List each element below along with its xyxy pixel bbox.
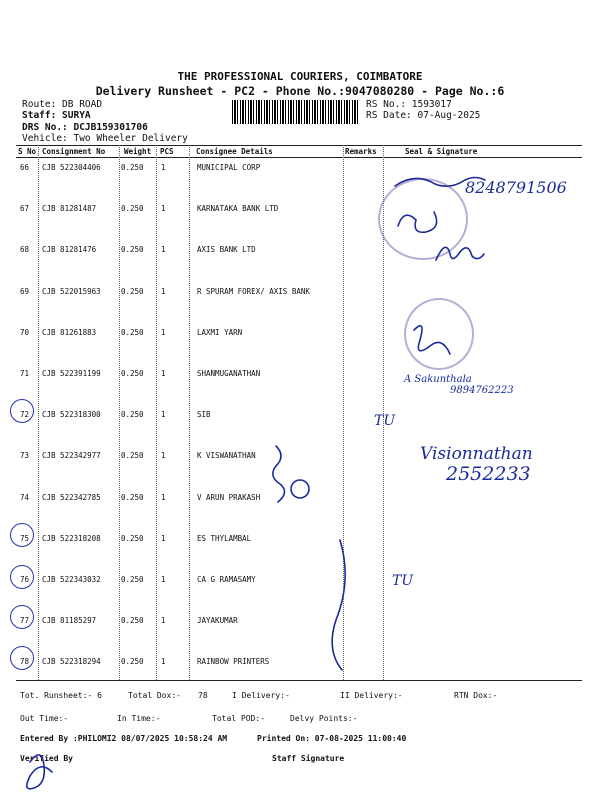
cell-pcs: 1 [161,492,166,502]
company-title: THE PROFESSIONAL COURIERS, COIMBATORE [177,70,423,83]
signature-stroke [273,446,285,502]
cell-weight: 0.250 [121,163,144,172]
signature-stroke [291,480,309,498]
cell-pcs: 1 [161,533,166,543]
cell-pcs: 1 [161,245,166,255]
cell-pcs: 1 [161,410,166,420]
cell-weight: 0.250 [121,286,144,296]
cell-sno: 77 [20,616,30,626]
cell-consignee: JAYAKUMAR [197,616,238,626]
cell-weight: 0.250 [121,369,144,378]
cell-consignee: RAINBOW PRINTERS [197,657,270,667]
vehicle-label: Vehicle: Two Wheeler Delivery [22,133,188,144]
route-label: Route: DB ROAD [22,99,103,110]
col-header-seal: Seal & Signature [405,147,478,156]
cell-weight: 0.250 [121,616,144,626]
col-header-pcs: PCS [160,147,174,156]
cell-consignment: CJB 81281476 [42,245,97,255]
cell-consignment: CJB 522342977 [42,451,101,461]
cell-consignee: SHANMUGANATHAN [197,369,261,378]
verified-by: Verified By [20,754,73,763]
col-header-consignment: Consignment No [42,147,106,156]
printed-on: Printed On: 07-08-2025 11:00:40 [257,734,407,743]
cell-pcs: 1 [161,163,166,172]
i-delivery: I Delivery:- [232,691,290,700]
cell-consignment: CJB 81281487 [42,204,97,214]
delvy-points: Delvy Points:- [290,714,358,723]
rs-date: RS Date: 07-Aug-2025 [366,110,481,121]
cell-consignee: LAXMI YARN [197,327,243,337]
col-header-remarks: Remarks [345,147,377,156]
rs-number: RS No.: 1593017 [366,99,452,110]
cell-weight: 0.250 [121,327,144,337]
total-dox-label: Total Dox:- [128,691,181,700]
cell-consignment: CJB 81261883 [42,327,97,337]
out-time: Out Time:- [20,714,69,723]
in-time: In Time:- [117,714,161,723]
cell-weight: 0.250 [121,657,144,667]
signature-stroke [436,247,484,260]
cell-pcs: 1 [161,451,166,461]
cell-pcs: 1 [161,575,166,584]
drs-number: DRS No.: DCJB159301706 [22,122,148,133]
handwritten-phone: 9894762223 [450,385,514,396]
cell-sno: 73 [20,451,30,461]
cell-sno: 68 [20,245,30,255]
cell-consignee: MUNICIPAL CORP [197,163,261,172]
cell-consignee: KARNATAKA BANK LTD [197,204,279,214]
cell-pcs: 1 [161,204,166,214]
entered-by: Entered By :PHILOMI2 08/07/2025 10:58:24 AM [20,734,228,743]
handwritten-mark: TU [392,573,414,589]
handwritten-mark: TU [374,413,396,429]
cell-weight: 0.250 [121,575,144,584]
col-header-consignee: Consignee Details [196,147,273,156]
cell-consignment: CJB 522343032 [42,575,101,584]
cell-sno: 74 [20,492,30,502]
cell-sno: 76 [20,575,30,584]
cell-consignee: ES THYLAMBAL [197,533,252,543]
handwritten-name: A Sakunthala [404,374,472,385]
cell-consignee: K VISWANATHAN [197,451,256,461]
total-pod: Total POD:- [212,714,265,723]
cell-pcs: 1 [161,369,166,378]
cell-consignment: CJB 522318294 [42,657,101,667]
signature-stroke [398,212,437,232]
cell-pcs: 1 [161,327,166,337]
cell-weight: 0.250 [121,533,144,543]
runsheet-subtitle: Delivery Runsheet - PC2 - Phone No.:9047080280 - Page No.:6 [95,84,505,98]
cell-consignee: R SPURAM FOREX/ AXIS BANK [197,286,310,296]
cell-consignment: CJB 522342785 [42,492,101,502]
cell-sno: 67 [20,204,30,214]
signature-stroke [395,178,485,187]
cell-pcs: 1 [161,657,166,667]
cell-sno: 66 [20,163,30,172]
cell-sno: 70 [20,327,30,337]
cell-sno: 72 [20,410,30,420]
cell-sno: 75 [20,533,30,543]
handwritten-phone: 8248791506 [465,178,567,197]
cell-consignment: CJB 81185297 [42,616,97,626]
cell-pcs: 1 [161,616,166,626]
cell-consignee: CA G RAMASAMY [197,575,256,584]
tot-runsheet: Tot. Runsheet:- 6 [20,691,102,700]
cell-weight: 0.250 [121,204,144,214]
cell-sno: 71 [20,369,30,378]
cell-weight: 0.250 [121,451,144,461]
col-header-weight: Weight [124,147,152,156]
cell-weight: 0.250 [121,410,144,420]
cell-weight: 0.250 [121,492,144,502]
cell-consignee: AXIS BANK LTD [197,245,256,255]
total-dox-value: 78 [198,691,208,700]
cell-consignment: CJB 522318300 [42,410,101,420]
signature-stroke [414,326,450,354]
signature-stroke [27,755,52,789]
handwritten-number: 2552233 [446,463,531,485]
cell-sno: 69 [20,286,30,296]
staff-label: Staff: SURYA [22,110,91,121]
rtn-dox: RTN Dox:- [454,691,498,700]
cell-pcs: 1 [161,286,166,296]
cell-sno: 78 [20,657,30,667]
cell-consignment: CJB 522318208 [42,533,101,543]
staff-signature-label: Staff Signature [272,754,345,763]
col-header-sno: S No [18,147,37,156]
handwritten-name: Visionnathan [420,444,533,464]
cell-consignee: V ARUN PRAKASH [197,492,261,502]
cell-consignment: CJB 522304406 [42,163,101,172]
ii-delivery: II Delivery:- [340,691,403,700]
cell-weight: 0.250 [121,245,144,255]
cell-consignment: CJB 522015963 [42,286,101,296]
cell-consignment: CJB 522391199 [42,369,101,378]
cell-consignee: SIB [197,410,211,420]
signature-stroke [332,540,345,670]
